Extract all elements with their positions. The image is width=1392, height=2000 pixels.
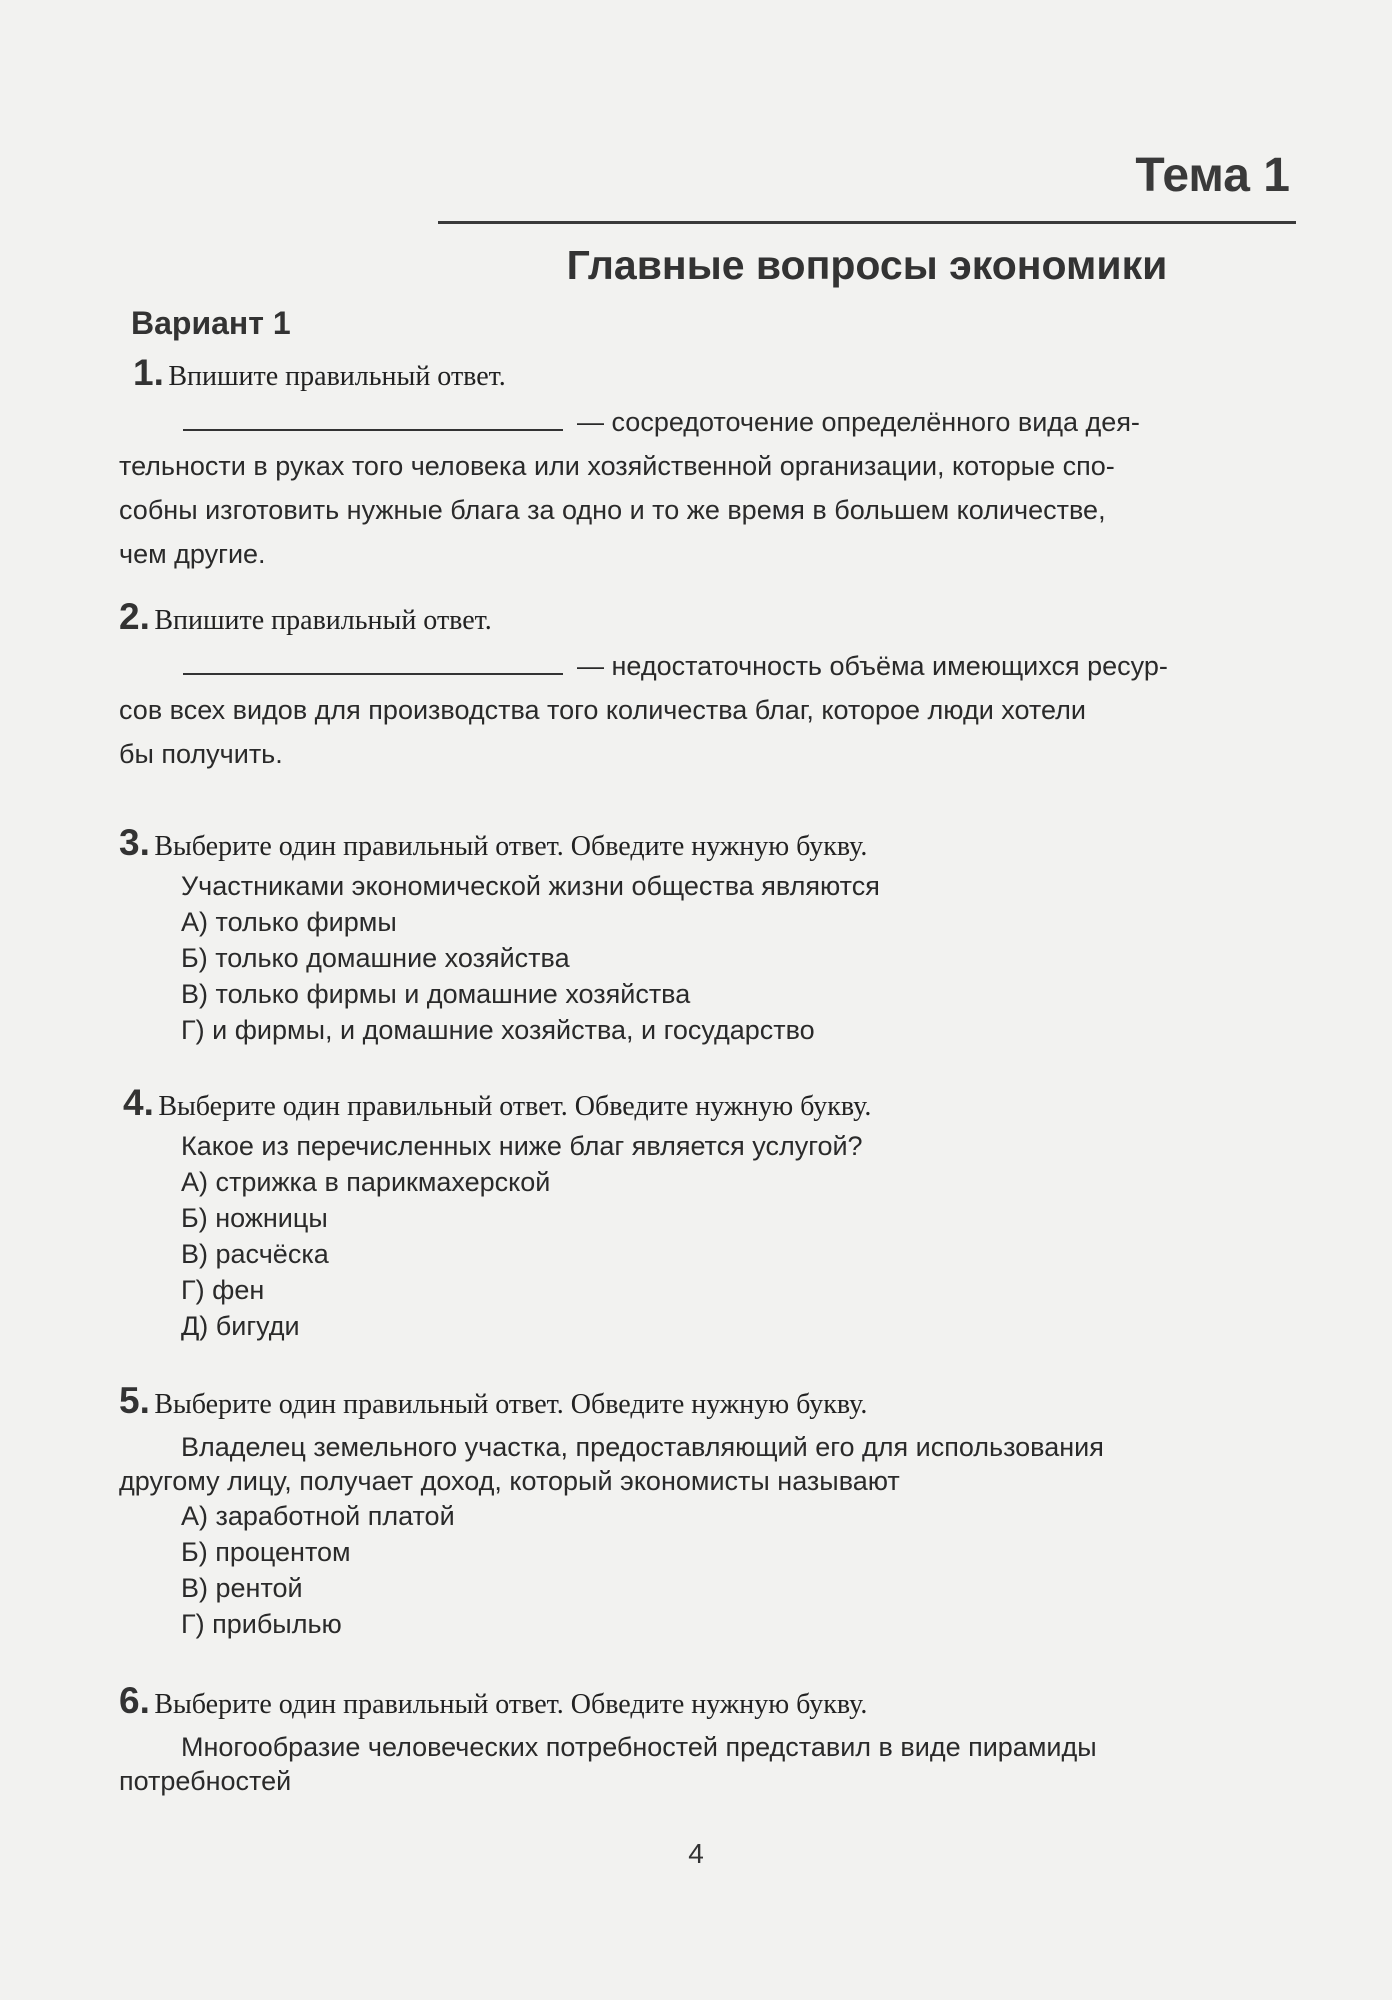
page-title: Главные вопросы экономики xyxy=(566,242,1168,288)
question-instruction: Впишите правильный ответ. xyxy=(168,361,506,392)
page-number: 4 xyxy=(688,1838,704,1869)
question-text-line: сов всех видов для производства того количества благ, которое люди хотели xyxy=(119,695,1086,725)
question-text-line: — сосредоточение определённого вида дея- xyxy=(577,407,1140,437)
question-6 xyxy=(119,1680,1295,1798)
question-prompt: Владелец земельного участка, предоставляющий его для использования xyxy=(181,1432,1104,1462)
question-3 xyxy=(119,822,1295,1048)
question-number: 1. xyxy=(133,352,164,393)
answer-option[interactable]: В) расчёска xyxy=(181,1239,329,1269)
answer-option[interactable]: А) только фирмы xyxy=(181,907,397,937)
question-number: 5. xyxy=(119,1380,150,1421)
answer-option[interactable]: Д) бигуди xyxy=(181,1311,300,1341)
answer-option[interactable]: Г) и фирмы, и домашние хозяйства, и государство xyxy=(181,1015,815,1045)
question-text-line: тельности в руках того человека или хозяйственной организации, которые спо- xyxy=(119,451,1115,481)
question-prompt: Многообразие человеческих потребностей представил в виде пирамиды xyxy=(181,1732,1097,1762)
variant-heading: Вариант 1 xyxy=(131,305,291,341)
question-number: 6. xyxy=(119,1680,150,1721)
question-instruction: Выберите один правильный ответ. Обведите нужную букву. xyxy=(154,831,868,862)
question-text-line: чем другие. xyxy=(119,539,266,569)
answer-option[interactable]: В) только фирмы и домашние хозяйства xyxy=(181,979,691,1009)
answer-option[interactable]: А) заработной платой xyxy=(181,1501,455,1531)
question-number: 3. xyxy=(119,822,150,863)
question-number: 2. xyxy=(119,596,150,637)
answer-option[interactable]: А) стрижка в парикмахерской xyxy=(181,1167,551,1197)
question-instruction: Впишите правильный ответ. xyxy=(154,605,492,636)
question-text-line: бы получить. xyxy=(119,739,283,769)
topic-label: Тема 1 xyxy=(1135,149,1290,202)
answer-option[interactable]: Б) ножницы xyxy=(181,1203,328,1233)
answer-option[interactable]: Г) фен xyxy=(181,1275,265,1305)
question-prompt: другому лицу, получает доход, который экономисты называют xyxy=(119,1466,900,1496)
answer-blank[interactable] xyxy=(183,651,563,675)
question-number: 4. xyxy=(123,1082,154,1123)
question-2 xyxy=(119,596,1295,776)
question-prompt: Участниками экономической жизни общества являются xyxy=(181,871,880,901)
question-1 xyxy=(119,352,1295,576)
question-instruction: Выберите один правильный ответ. Обведите нужную букву. xyxy=(154,1389,868,1420)
question-text-line: собны изготовить нужные блага за одно и то же время в большем количестве, xyxy=(119,495,1106,525)
question-instruction: Выберите один правильный ответ. Обведите нужную букву. xyxy=(158,1091,872,1122)
question-5 xyxy=(119,1380,1295,1642)
answer-option[interactable]: Г) прибылью xyxy=(181,1609,342,1639)
question-prompt: Какое из перечисленных ниже благ является услугой? xyxy=(181,1131,863,1161)
question-prompt: потребностей xyxy=(119,1766,292,1796)
question-text-line: — недостаточность объёма имеющихся ресур- xyxy=(577,651,1168,681)
answer-option[interactable]: Б) только домашние хозяйства xyxy=(181,943,570,973)
answer-option[interactable]: Б) процентом xyxy=(181,1537,351,1567)
answer-option[interactable]: В) рентой xyxy=(181,1573,303,1603)
answer-blank[interactable] xyxy=(183,407,563,431)
question-instruction: Выберите один правильный ответ. Обведите нужную букву. xyxy=(154,1689,868,1720)
question-4 xyxy=(119,1082,1295,1344)
topic-divider xyxy=(438,221,1296,224)
